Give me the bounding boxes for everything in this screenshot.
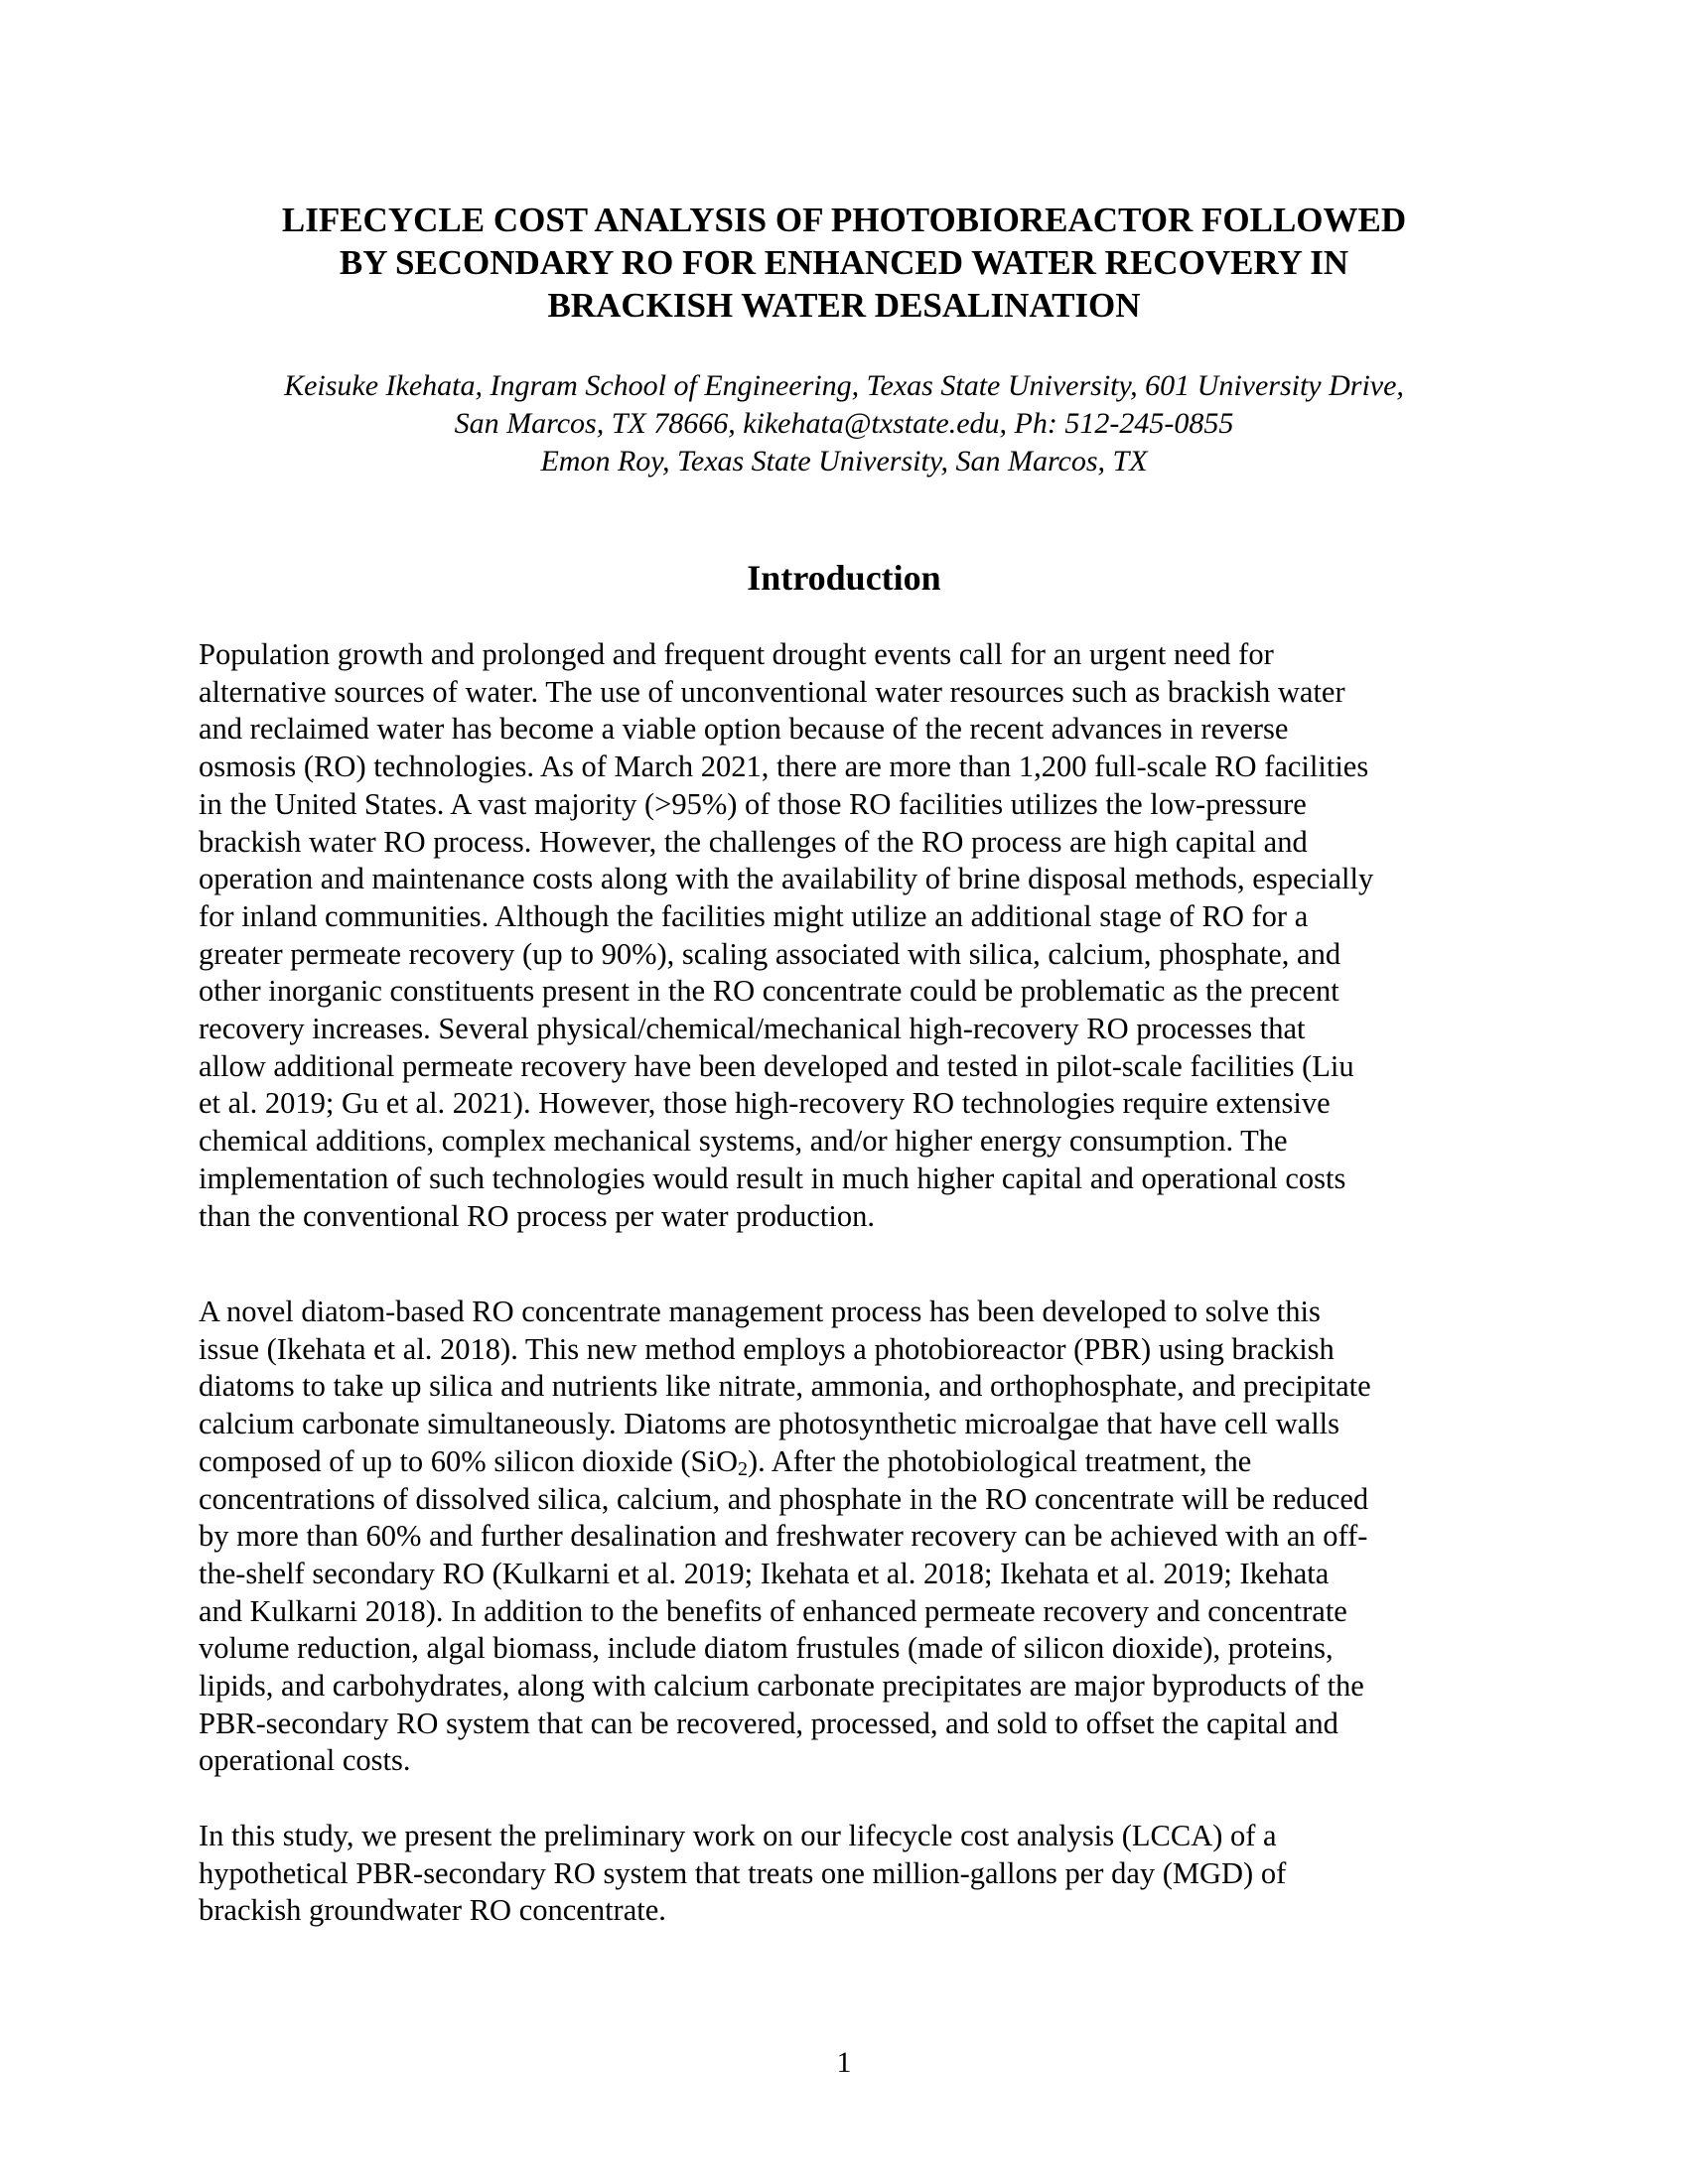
title-line: BY SECONDARY RO FOR ENHANCED WATER RECOVERY IN (339, 243, 1349, 282)
title-line: BRACKISH WATER DESALINATION (547, 286, 1141, 325)
text-line: the-shelf secondary RO (Kulkarni et al. 2019; Ikehata et al. 2018; Ikehata et al. 2019; Ikehata (199, 1556, 1330, 1590)
text-line: concentrations of dissolved silica, calcium, and phosphate in the RO concentrate will be reduced (199, 1481, 1369, 1516)
text-line: hypothetical PBR-secondary RO system that treats one million-gallons per day (MGD) of (199, 1855, 1287, 1890)
text-line: and Kulkarni 2018). In addition to the benefits of enhanced permeate recovery and concentrate (199, 1593, 1347, 1628)
text-line: chemical additions, complex mechanical systems, and/or higher energy consumption. The (199, 1124, 1288, 1159)
author-contact-line: San Marcos, TX 78666, kikehata@txstate.edu, Ph: 512-245-0855 (454, 407, 1234, 440)
text-line: recovery increases. Several physical/chemical/mechanical high-recovery RO processes that (199, 1012, 1306, 1046)
section-heading-introduction: Introduction (747, 558, 941, 598)
paragraph-3 (199, 1818, 1509, 1930)
text-line: and reclaimed water has become a viable option because of the recent advances in reverse (199, 712, 1289, 747)
text-line: than the conventional RO process per water production. (199, 1198, 875, 1233)
text-line: allow additional permeate recovery have been developed and tested in pilot-scale facilities (Liu (199, 1048, 1354, 1083)
page-number: 1 (836, 2046, 852, 2079)
sio2-text-after: ). After the photobiological treatment, the (748, 1443, 1252, 1478)
text-line-sio2 (199, 1443, 1509, 1481)
text-line: A novel diatom-based RO concentrate management process has been developed to solve this (199, 1295, 1321, 1328)
text-line: alternative sources of water. The use of unconventional water resources such as brackish water (199, 674, 1345, 709)
text-line: other inorganic constituents present in the RO concentrate could be problematic as the precent (199, 974, 1339, 1009)
text-line: In this study, we present the preliminary work on our lifecycle cost analysis (LCCA) of a (199, 1819, 1277, 1852)
text-line: et al. 2019; Gu et al. 2021). However, those high-recovery RO technologies require extensive (199, 1086, 1331, 1121)
subscript-2: 2 (738, 1457, 749, 1480)
author-affiliation-line: Keisuke Ikehata, Ingram School of Engineering, Texas State University, 601 University Drive, (284, 369, 1404, 402)
text-line: osmosis (RO) technologies. As of March 2021, there are more than 1,200 full-scale RO facilities (199, 750, 1369, 784)
text-line: in the United States. A vast majority (>95%) of those RO facilities utilizes the low-pressure (199, 786, 1307, 821)
text-line: for inland communities. Although the facilities might utilize an additional stage of RO for a (199, 898, 1309, 933)
text-line: brackish water RO process. However, the challenges of the RO process are high capital and (199, 824, 1308, 859)
text-line: by more than 60% and further desalination and freshwater recovery can be achieved with an off- (199, 1519, 1368, 1554)
paragraph-1 (199, 636, 1509, 1235)
text-line: diatoms to take up silica and nutrients like nitrate, ammonia, and orthophosphate, and precipitate (199, 1369, 1371, 1404)
sio2-text-before: composed of up to 60% silicon dioxide (SiO (199, 1443, 739, 1478)
coauthor-line: Emon Roy, Texas State University, San Marcos, TX (540, 445, 1148, 478)
text-line: implementation of such technologies would result in much higher capital and operational costs (199, 1160, 1346, 1195)
paper-title (149, 199, 1539, 327)
text-line: brackish groundwater RO concentrate. (199, 1893, 666, 1928)
text-line: PBR-secondary RO system that can be recovered, processed, and sold to offset the capital and (199, 1706, 1338, 1740)
text-line: operational costs. (199, 1743, 411, 1778)
author-block (149, 367, 1539, 480)
text-line: greater permeate recovery (up to 90%), scaling associated with silica, calcium, phosphate, and (199, 936, 1341, 971)
text-line: operation and maintenance costs along with the availability of brine disposal methods, especially (199, 862, 1374, 896)
text-line: lipids, and carbohydrates, along with calcium carbonate precipitates are major byproducts of the (199, 1669, 1364, 1704)
text-line: volume reduction, algal biomass, include diatom frustules (made of silicon dioxide), proteins, (199, 1631, 1334, 1666)
paragraph-2 (199, 1294, 1509, 1780)
text-line: calcium carbonate simultaneously. Diatoms are photosynthetic microalgae that have cell walls (199, 1407, 1340, 1441)
text-line: issue (Ikehata et al. 2018). This new method employs a photobioreactor (PBR) using brackish (199, 1331, 1335, 1366)
text-line: Population growth and prolonged and frequent drought events call for an urgent need for (199, 637, 1274, 671)
title-line: LIFECYCLE COST ANALYSIS OF PHOTOBIOREACTOR FOLLOWED (281, 201, 1407, 239)
